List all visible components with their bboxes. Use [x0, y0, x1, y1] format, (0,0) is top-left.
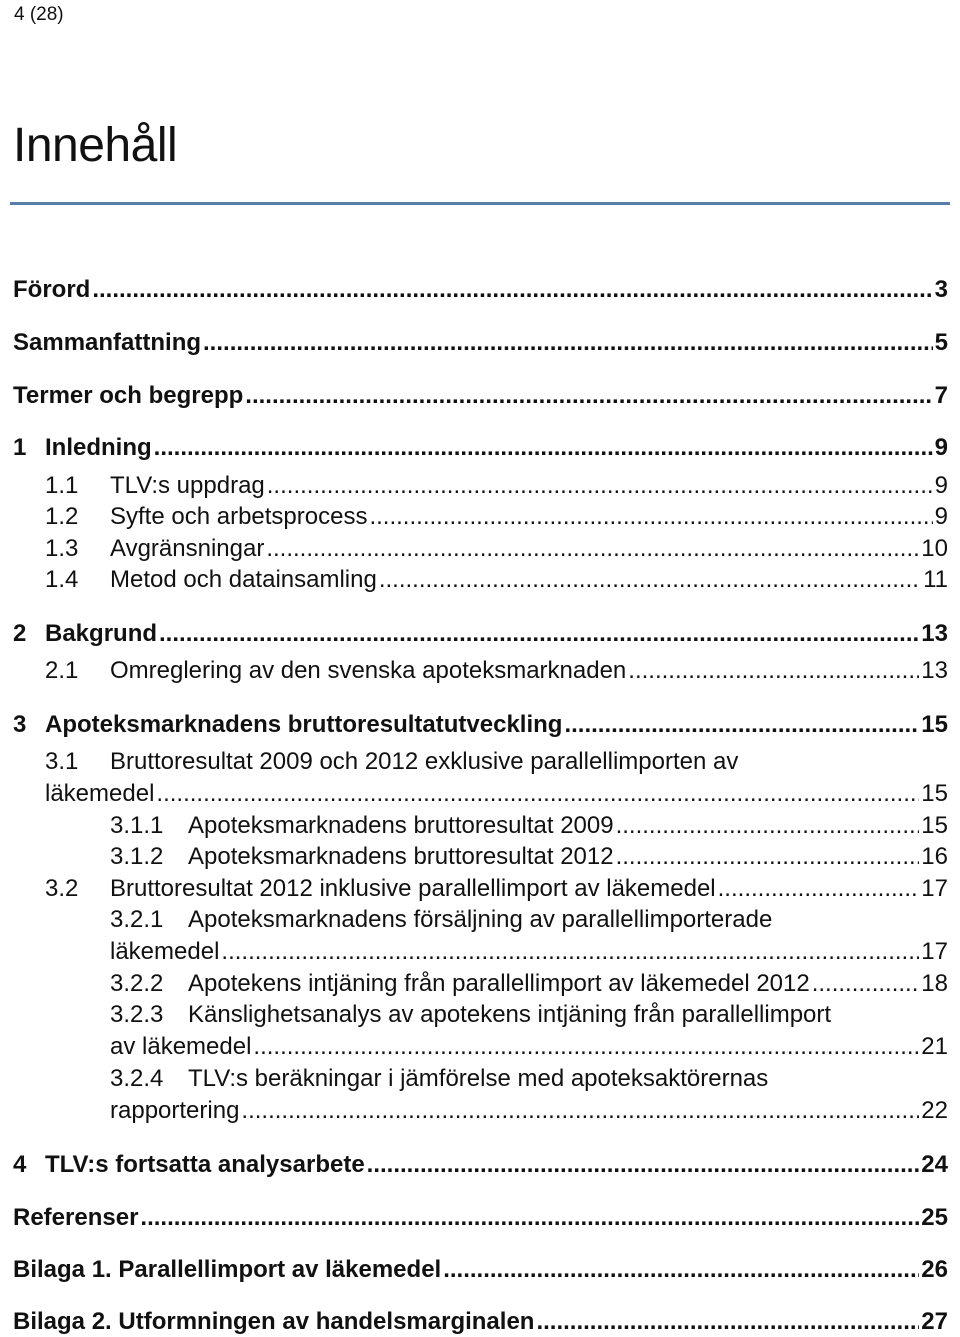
toc-number: 2.1	[45, 657, 79, 684]
toc-page: 22	[921, 1097, 948, 1124]
toc-label: Förord	[13, 276, 91, 303]
toc-leader	[203, 329, 933, 357]
toc-number: 4	[13, 1151, 27, 1178]
toc-number: 3.2.2	[110, 970, 164, 997]
page-title: Innehåll	[13, 119, 178, 172]
toc-entry-1-4[interactable]	[45, 566, 948, 594]
toc-page: 25	[921, 1204, 948, 1231]
toc-page: 15	[921, 812, 948, 839]
toc-entry-1-1[interactable]	[45, 472, 948, 500]
toc-label: Apoteksmarknadens bruttoresultat 2012	[188, 843, 614, 870]
toc-page: 27	[921, 1308, 948, 1335]
toc-label: TLV:s uppdrag	[110, 472, 265, 499]
toc-entry-forord[interactable]	[13, 276, 948, 304]
toc-label-line1: Apoteksmarknadens försäljning av parallellimporterade	[188, 906, 773, 933]
toc-number: 1	[13, 434, 27, 461]
toc-page: 15	[921, 711, 948, 738]
toc-page: 9	[934, 434, 948, 461]
toc-label-line1: Bruttoresultat 2009 och 2012 exklusive parallellimporten av	[110, 748, 739, 775]
toc-entry-3[interactable]	[13, 711, 948, 739]
toc-page: 18	[921, 970, 948, 997]
toc-entry-3-1[interactable]	[45, 748, 948, 808]
toc-number: 3.1.2	[110, 843, 164, 870]
toc-number: 2	[13, 620, 27, 647]
toc-leader	[267, 472, 933, 500]
toc-label: Bilaga 2. Utformningen av handelsmarginalen	[13, 1308, 535, 1335]
toc-page: 21	[921, 1033, 948, 1060]
toc-number: 3.2.4	[110, 1065, 164, 1092]
toc-entry-1-2[interactable]	[45, 503, 948, 531]
toc-entry-3-2-1[interactable]	[110, 906, 948, 966]
toc-leader	[369, 503, 932, 531]
toc-page: 7	[934, 382, 948, 409]
toc-label: läkemedel	[45, 780, 155, 807]
toc-entry-3-2-2[interactable]	[110, 970, 948, 998]
toc-entry-bilaga-1[interactable]	[13, 1256, 948, 1284]
toc-leader	[159, 620, 919, 648]
toc-entry-3-2-3[interactable]	[110, 1001, 948, 1061]
toc-label: Avgränsningar	[110, 535, 265, 562]
toc-label: Referenser	[13, 1204, 139, 1231]
toc-page: 16	[921, 843, 948, 870]
toc-entry-termer[interactable]	[13, 382, 948, 410]
toc-entry-bilaga-2[interactable]	[13, 1308, 948, 1336]
toc-label: Apotekens intjäning från parallellimport av läkemedel 2012	[188, 970, 810, 997]
toc-entry-referenser[interactable]	[13, 1204, 948, 1232]
toc-number: 3.1	[45, 748, 79, 775]
toc-page: 13	[921, 620, 948, 647]
toc-number: 3.2	[45, 875, 79, 902]
toc-page: 9	[934, 472, 948, 499]
toc-number: 3	[13, 711, 27, 738]
toc-number: 1.4	[45, 566, 79, 593]
toc-leader	[812, 970, 920, 998]
toc-number: 3.2.3	[110, 1001, 164, 1028]
toc-page: 26	[921, 1256, 948, 1283]
toc-label: Bruttoresultat 2012 inklusive parallellimport av läkemedel	[110, 875, 716, 902]
toc-leader	[253, 1033, 919, 1061]
toc-page: 15	[921, 780, 948, 807]
toc-label: Bakgrund	[45, 620, 158, 647]
toc-page: 13	[921, 657, 948, 684]
toc-label: Apoteksmarknadens bruttoresultatutveckling	[45, 711, 563, 738]
toc-entry-3-1-2[interactable]	[110, 843, 948, 871]
toc-number: 1.2	[45, 503, 79, 530]
toc-entry-2[interactable]	[13, 620, 948, 648]
toc-label: rapportering	[110, 1097, 240, 1124]
toc-page: 3	[934, 276, 948, 303]
toc-label: Metod och datainsamling	[110, 566, 377, 593]
toc-leader	[616, 812, 920, 840]
toc-leader	[140, 1204, 919, 1232]
toc-entry-3-2[interactable]	[45, 875, 948, 903]
toc-leader	[718, 875, 920, 903]
toc-page: 10	[921, 535, 948, 562]
toc-label: Omreglering av den svenska apoteksmarknaden	[110, 657, 627, 684]
toc-leader	[616, 843, 920, 871]
toc-page: 9	[934, 503, 948, 530]
toc-number: 3.1.1	[110, 812, 164, 839]
toc-page: 5	[934, 329, 948, 356]
toc-entry-1-3[interactable]	[45, 535, 948, 563]
toc-entry-sammanfattning[interactable]	[13, 329, 948, 357]
toc-leader	[379, 566, 921, 594]
toc-leader	[156, 780, 919, 808]
toc-leader	[221, 938, 919, 966]
toc-leader	[245, 382, 932, 410]
toc-leader	[536, 1308, 919, 1336]
toc-entry-3-2-4[interactable]	[110, 1065, 948, 1125]
toc-leader	[443, 1256, 919, 1284]
toc-leader	[92, 276, 932, 304]
toc-entry-3-1-1[interactable]	[110, 812, 948, 840]
toc-leader	[367, 1151, 920, 1179]
toc-page: 11	[923, 566, 948, 593]
toc-label: Termer och begrepp	[13, 382, 244, 409]
toc-number: 3.2.1	[110, 906, 164, 933]
toc-label: Sammanfattning	[13, 329, 202, 356]
toc-number: 1.3	[45, 535, 79, 562]
toc-leader	[628, 657, 919, 685]
toc-leader	[154, 434, 933, 462]
page-number: 4 (28)	[14, 4, 64, 25]
toc-leader	[266, 535, 919, 563]
toc-label: läkemedel	[110, 938, 220, 965]
toc-entry-4[interactable]	[13, 1151, 948, 1179]
toc-leader	[564, 711, 919, 739]
toc-label: Bilaga 1. Parallellimport av läkemedel	[13, 1256, 442, 1283]
toc-label: av läkemedel	[110, 1033, 252, 1060]
toc-page: 17	[921, 938, 948, 965]
toc-leader	[241, 1097, 919, 1125]
toc-page: 24	[921, 1151, 948, 1178]
toc-label-line1: TLV:s beräkningar i jämförelse med apoteksaktörernas	[188, 1065, 769, 1092]
toc-label: Apoteksmarknadens bruttoresultat 2009	[188, 812, 614, 839]
toc-page: 17	[921, 875, 948, 902]
toc-label: Syfte och arbetsprocess	[110, 503, 368, 530]
toc-entry-2-1[interactable]	[45, 657, 948, 685]
toc-entry-1[interactable]	[13, 434, 948, 462]
toc-label: Inledning	[45, 434, 152, 461]
toc-label-line1: Känslighetsanalys av apotekens intjäning från parallellimport	[188, 1001, 832, 1028]
toc-number: 1.1	[45, 472, 79, 499]
toc-label: TLV:s fortsatta analysarbete	[45, 1151, 365, 1178]
